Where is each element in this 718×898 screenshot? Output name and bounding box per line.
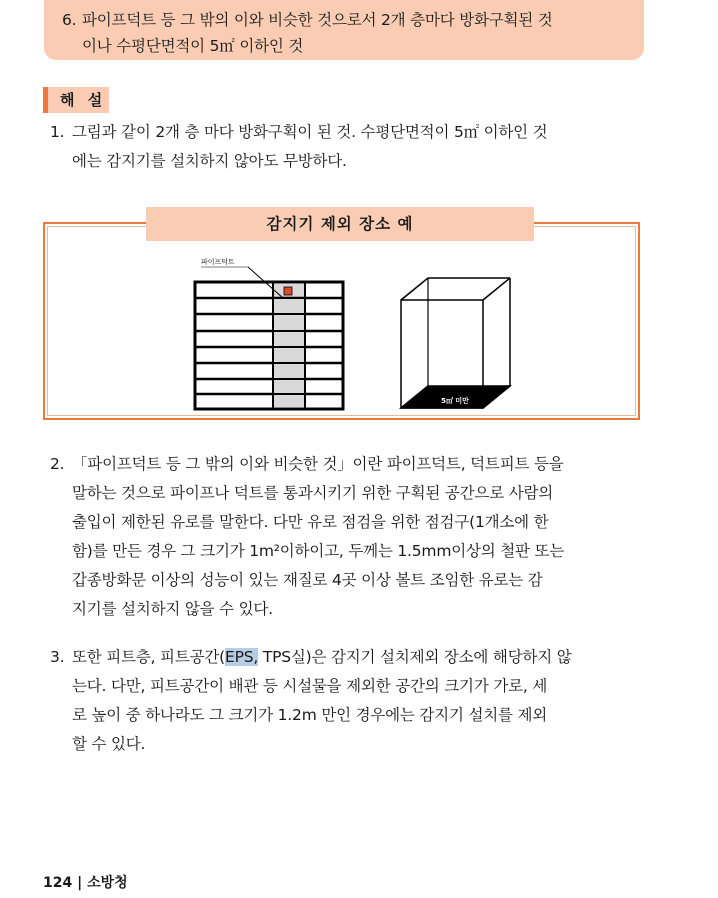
item-number: 1. xyxy=(50,123,65,141)
regulation-callout xyxy=(44,0,644,60)
item-number: 2. xyxy=(50,455,65,473)
pipe-duct-label: 파이프덕트 xyxy=(201,258,235,266)
page-number: 124 xyxy=(43,875,73,891)
explanation-item-1: 1. 그림과 같이 2개 층 마다 방화구획이 된 것. 수평단면적이 5㎡ 이하인 것 에는 감지기를 설치하지 않아도 무방하다. xyxy=(50,118,645,176)
cube-diagram xyxy=(401,278,510,408)
figure-title: 감지기 제외 장소 예 xyxy=(146,207,534,241)
page-footer xyxy=(43,872,128,892)
explanation-item-2: 2. 「파이프덕트 등 그 밖의 이와 비슷한 것」이란 파이프덕트, 덕트피트 등을 말하는 것으로 파이프나 덕트를 통과시키기 위한 구획된 공간으로 사람의 출입이 제한된 유로를 말한다. 다만 유로 점검을 위한 점검구(1개소에 한 함)를 만든 경우 그 크기가 1m²이하이고, 두께는 1.5mm이상의 철판 또는 갑종방화문 이상의 성능이 있는 재질로 4곳 이상 볼트 조임한 유로는 감 지기를 설치하지 않을 수 있다. xyxy=(50,450,645,624)
building-section-diagram xyxy=(195,257,343,409)
footer-separator: | xyxy=(77,875,83,891)
callout-line-2: 이나 수평단면적이 5㎡ 이하인 것 xyxy=(82,37,304,55)
detector-icon xyxy=(284,287,292,295)
highlighted-text: EPS, xyxy=(225,648,259,666)
publisher-name: 소방청 xyxy=(87,875,128,891)
cube-area-label: 5㎡ 미만 xyxy=(441,397,469,405)
figure-illustration xyxy=(43,222,640,420)
section-title: 해 설 xyxy=(43,87,109,113)
explanation-item-3: 3. 또한 피트층, 피트공간(EPS, TPS실)은 감지기 설치제외 장소에 해당하지 않 는다. 다만, 피트공간이 배관 등 시설물을 제외한 공간의 크기가 가로, 세 로 높이 중 하나라도 그 크기가 1.2m 만인 경우에는 감지기 설치를 제외 할 수 있다. xyxy=(50,643,645,759)
callout-line-1: 6. 파이프덕트 등 그 밖의 이와 비슷한 것으로서 2개 층마다 방화구획된 것 xyxy=(62,7,628,33)
item-number: 3. xyxy=(50,648,65,666)
callout-number: 6. xyxy=(62,11,77,29)
